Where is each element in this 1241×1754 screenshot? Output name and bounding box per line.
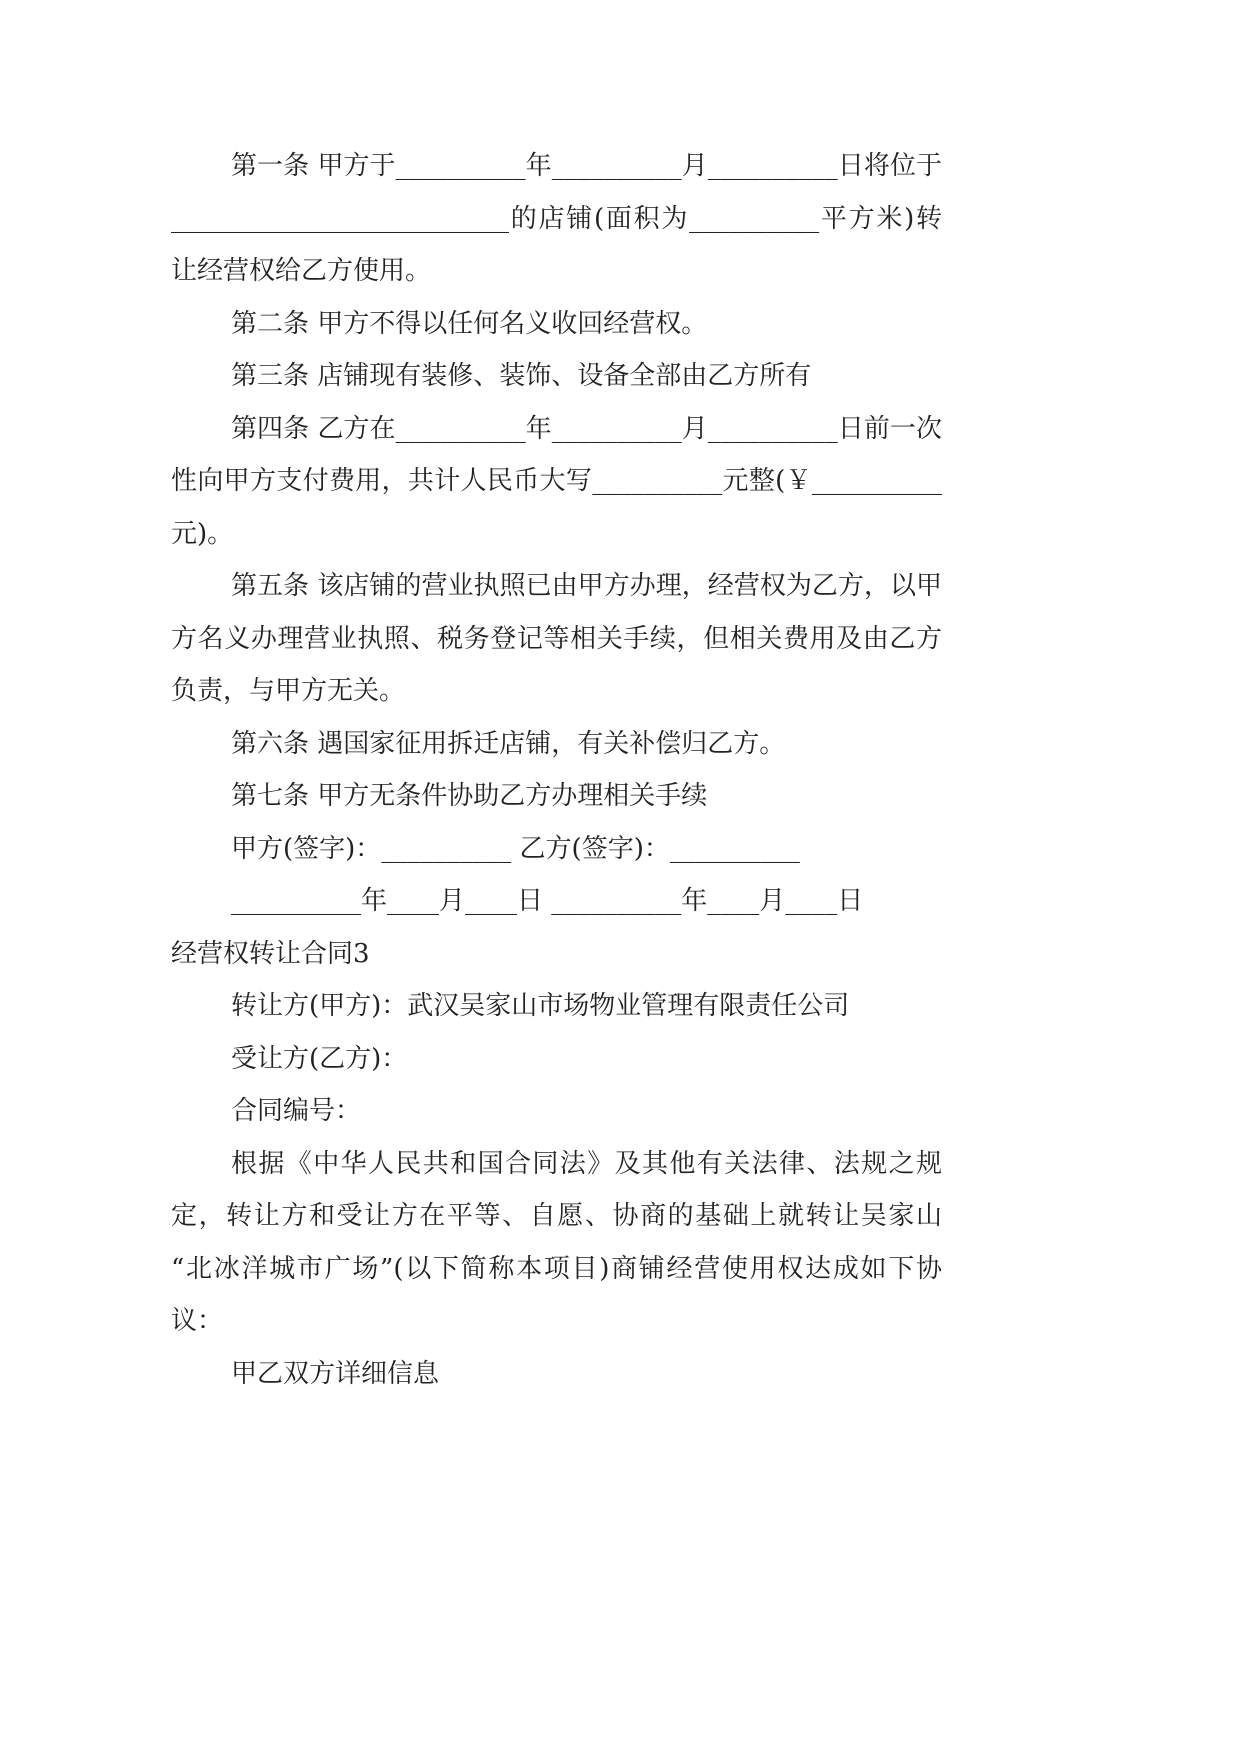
- article-6: 第六条 遇国家征用拆迁店铺，有关补偿归乙方。: [231, 728, 786, 759]
- contract-title: 经营权转让合同3: [171, 938, 370, 969]
- date-line: __________年____月____日 __________年____月____日: [231, 886, 864, 916]
- document-body: [171, 140, 942, 1400]
- article-1: 第一条 甲方于__________年__________月__________日将位于__________________________的店铺(面积为__________平方米)转让经营权给乙方使用。: [171, 151, 942, 286]
- transferee: 受让方(乙方)：: [231, 1043, 408, 1074]
- article-2: 第二条 甲方不得以任何名义收回经营权。: [231, 308, 708, 339]
- article-4: 第四条 乙方在__________年__________月__________日前一次性向甲方支付费用，共计人民币大写__________元整(￥__________元)。: [171, 413, 942, 549]
- article-7: 第七条 甲方无条件协助乙方办理相关手续: [231, 781, 708, 811]
- transferor: 转让方(甲方)：武汉吴家山市场物业管理有限责任公司: [231, 991, 850, 1021]
- parties-info: 甲乙双方详细信息: [231, 1358, 440, 1389]
- article-5: 第五条 该店铺的营业执照已由甲方办理，经营权为乙方，以甲方名义办理营业执照、税务登记等相关手续，但相关费用及由乙方负责，与甲方无关。: [171, 571, 942, 706]
- contract-number: 合同编号：: [231, 1096, 362, 1126]
- signature-line: 甲方(签字)：__________ 乙方(签字)：__________: [231, 833, 800, 864]
- preamble: 根据《中华人民共和国合同法》及其他有关法律、法规之规定，转让方和受让方在平等、自愿、协商的基础上就转让吴家山 “北冰洋城市广场”(以下简称本项目)商铺经营使用权达成如下协议：: [171, 1148, 942, 1336]
- article-3: 第三条 店铺现有装修、装饰、设备全部由乙方所有: [231, 361, 812, 391]
